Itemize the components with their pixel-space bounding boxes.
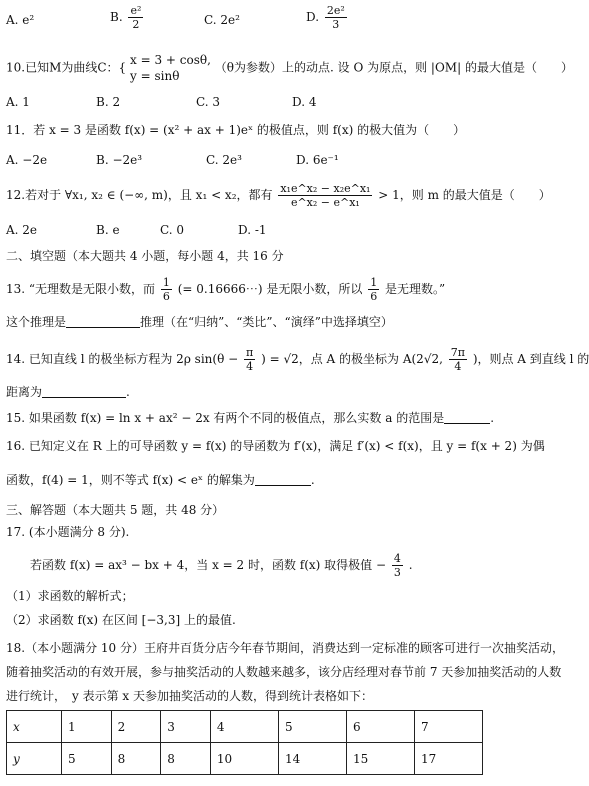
q13-answer-blank[interactable] bbox=[66, 326, 140, 328]
q9-option-b-denominator: 2 bbox=[132, 18, 140, 31]
section2-heading: 二、填空题（本大题共 4 小题，每小题 4，共 16 分 bbox=[6, 249, 284, 263]
q15-tail: . bbox=[490, 411, 495, 425]
q17-fraction-denominator: 3 bbox=[393, 566, 401, 579]
q12-fraction bbox=[278, 182, 372, 209]
q13-line2-tail: 推理（在“归纳”、“类比”、“演绎”中选择填空） bbox=[140, 315, 393, 329]
q17-statement-text: 若函数 f(x) = ax³ − bx + 4，当 x = 2 时，函数 f(x) 取得极值 − bbox=[30, 558, 387, 572]
q14-fraction2 bbox=[449, 346, 467, 373]
q9-option-c: C. 2e² bbox=[204, 13, 240, 27]
q10-option-b: B. 2 bbox=[96, 95, 121, 109]
q13-fraction1 bbox=[161, 276, 172, 303]
q9-option-b-fraction bbox=[128, 4, 143, 31]
table-row-x bbox=[7, 711, 483, 743]
q17-statement-tail: . bbox=[408, 558, 413, 572]
table-cell: 8 bbox=[161, 743, 211, 775]
table-cell: 2 bbox=[111, 711, 161, 743]
table-cell: 14 bbox=[278, 743, 346, 775]
q11-question: 11．若 x = 3 是函数 f(x) = (x² + ax + 1)eˣ 的极值点，则 f(x) 的极大值为（ ） bbox=[6, 123, 466, 137]
q12-option-d: D. -1 bbox=[238, 223, 267, 237]
table-cell: 6 bbox=[346, 711, 414, 743]
q12-option-b: B. e bbox=[96, 223, 120, 237]
table-cell: 5 bbox=[278, 711, 346, 743]
q12-suffix: > 1，则 m 的最大值是（ ） bbox=[378, 188, 551, 202]
q9-option-d-numerator: 2e² bbox=[326, 4, 345, 17]
q10-option-d: D. 4 bbox=[292, 95, 317, 109]
q14-part2: ) = √2，点 A 的极坐标为 A(2√2, bbox=[261, 352, 443, 366]
q17-fraction-numerator: 4 bbox=[393, 552, 401, 565]
table-row-y bbox=[7, 743, 483, 775]
q16-tail: . bbox=[310, 473, 315, 487]
q10-equation-system bbox=[130, 52, 211, 84]
q9-option-b-label: B. bbox=[110, 10, 123, 24]
table-header-x: x bbox=[7, 711, 62, 743]
q11-option-a: A. −2e bbox=[6, 153, 48, 167]
q16-line2 bbox=[6, 472, 315, 488]
q13-fraction2-denominator: 6 bbox=[370, 290, 378, 303]
q14-fraction2-numerator: 7π bbox=[450, 346, 465, 359]
q18-line3: 进行统计， y 表示第 x 天参加抽奖活动的人数，得到统计表格如下： bbox=[6, 689, 373, 703]
q16-answer-blank[interactable] bbox=[255, 484, 311, 486]
q12-option-c: C. 0 bbox=[160, 223, 185, 237]
q10-equation-line1: x = 3 + cosθ, bbox=[130, 53, 211, 67]
q17-subquestion-2: （2）求函数 f(x) 在区间 [−3,3] 上的最值. bbox=[6, 613, 236, 627]
q10-option-a: A. 1 bbox=[6, 95, 30, 109]
q17-title: 17. (本小题满分 8 分). bbox=[6, 525, 130, 539]
q14-part3: )，则点 A 到直线 l 的 bbox=[472, 352, 589, 366]
q13-line2-lead: 这个推理是 bbox=[6, 315, 67, 329]
table-header-y: y bbox=[7, 743, 62, 775]
q15-answer-blank[interactable] bbox=[444, 422, 490, 424]
q12-numerator: x₁e^x₂ − x₂e^x₁ bbox=[280, 182, 371, 195]
table-cell: 5 bbox=[62, 743, 112, 775]
q10-option-c: C. 3 bbox=[196, 95, 221, 109]
q14-question bbox=[6, 346, 589, 373]
q11-option-c: C. 2e³ bbox=[206, 153, 242, 167]
q13-question bbox=[6, 276, 445, 303]
statistics-table bbox=[6, 710, 483, 775]
q13-part3: 是无理数。” bbox=[385, 282, 446, 296]
q13-fraction1-numerator: 1 bbox=[162, 276, 170, 289]
q14-line2-text: 距离为 bbox=[6, 385, 43, 399]
q13-part2: (= 0.16666⋯) 是无限小数，所以 bbox=[177, 282, 363, 296]
table-cell: 3 bbox=[161, 711, 211, 743]
q15-text: 15. 如果函数 f(x) = ln x + ax² − 2x 有两个不同的极值点，那么实数 a 的范围是 bbox=[6, 411, 445, 425]
q14-line2: 距离为 . bbox=[6, 385, 130, 399]
q17-fraction bbox=[392, 552, 403, 579]
q9-option-d-fraction bbox=[325, 4, 347, 31]
q17-subquestion-1: （1）求函数的解析式； bbox=[6, 589, 134, 603]
q16-line1: 16. 已知定义在 R 上的可导函数 y = f(x) 的导函数为 f′(x)，满足 f′(x) < f(x)，且 y = f(x + 2) 为偶 bbox=[6, 439, 545, 453]
q17-statement bbox=[30, 552, 413, 579]
q12-option-a: A. 2e bbox=[6, 223, 38, 237]
q10-equation-line2: y = sinθ bbox=[130, 69, 180, 83]
q9-option-d-denominator: 3 bbox=[332, 18, 340, 31]
q12-prefix: 12.若对于 ∀x₁, x₂ ∈ (−∞, m)，且 x₁ < x₂，都有 bbox=[6, 188, 273, 202]
q13-fraction1-denominator: 6 bbox=[162, 290, 170, 303]
q9-option-d bbox=[306, 4, 349, 31]
section3-heading: 三、解答题（本大题共 5 题，共 48 分） bbox=[6, 503, 225, 517]
q14-fraction1 bbox=[244, 346, 255, 373]
q9-option-a: A. e² bbox=[6, 13, 35, 27]
q14-fraction1-numerator: π bbox=[246, 346, 254, 359]
q10-question bbox=[6, 52, 573, 84]
q13-part1: 13. “无理数是无限小数，而 bbox=[6, 282, 156, 296]
q12-question bbox=[6, 182, 551, 209]
table-cell: 4 bbox=[210, 711, 278, 743]
q13-fraction2 bbox=[368, 276, 379, 303]
table-cell: 1 bbox=[62, 711, 112, 743]
table-cell: 8 bbox=[111, 743, 161, 775]
q14-fraction1-denominator: 4 bbox=[246, 360, 254, 373]
table-cell: 17 bbox=[414, 743, 482, 775]
q15-question bbox=[6, 410, 494, 426]
q18-line1: 18.（本小题满分 10 分）王府井百货分店今年春节期间，消费达到一定标准的顾客可进行一次抽奖活动， bbox=[6, 641, 564, 655]
q9-option-b-numerator: e² bbox=[130, 4, 142, 17]
q10-prefix: 10.已知M为曲线C：{ bbox=[6, 60, 127, 75]
q12-denominator: e^x₂ − e^x₁ bbox=[290, 196, 360, 209]
q16-line2-text: 函数，f(4) = 1，则不等式 f(x) < eˣ 的解集为 bbox=[6, 473, 255, 487]
q10-suffix: （θ为参数）上的动点. 设 O 为原点，则 |OM| 的最大值是（ ） bbox=[214, 60, 573, 75]
q13-line2 bbox=[6, 314, 393, 330]
q14-part1: 14. 已知直线 l 的极坐标方程为 2ρ sin(θ − bbox=[6, 352, 239, 366]
q11-option-b: B. −2e³ bbox=[96, 153, 143, 167]
q14-answer-blank[interactable] bbox=[42, 396, 126, 398]
q18-line2: 随着抽奖活动的有效开展，参与抽奖活动的人数越来越多，该分店经理对春节前 7 天参加抽奖活动的人数 bbox=[6, 665, 562, 679]
q9-option-b bbox=[110, 4, 145, 31]
q13-fraction2-numerator: 1 bbox=[370, 276, 378, 289]
q11-option-d: D. 6e⁻¹ bbox=[296, 153, 339, 167]
q9-option-d-label: D. bbox=[306, 10, 320, 24]
table-cell: 15 bbox=[346, 743, 414, 775]
q14-fraction2-denominator: 4 bbox=[454, 360, 462, 373]
table-cell: 10 bbox=[210, 743, 278, 775]
table-cell: 7 bbox=[414, 711, 482, 743]
